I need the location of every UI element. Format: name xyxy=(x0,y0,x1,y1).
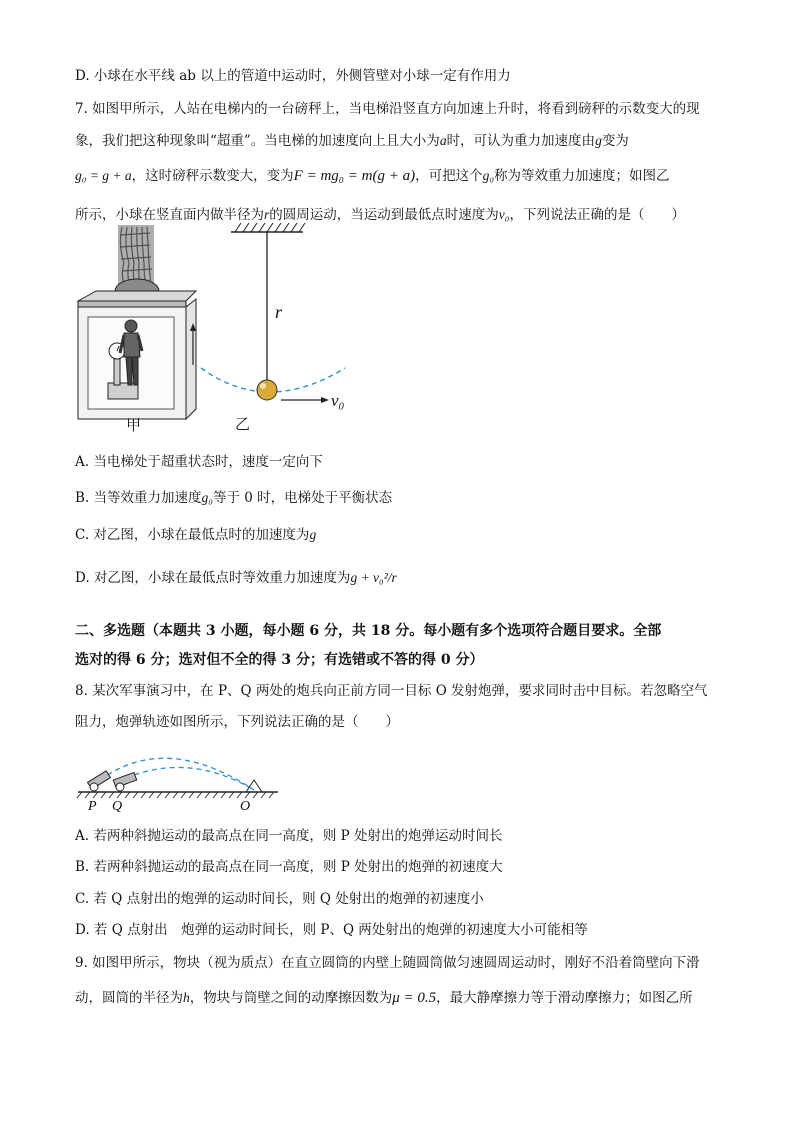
person-head xyxy=(125,320,137,332)
q8-option-d: D. 若 Q 点射出 炮弹的运动时间长，则 P、Q 两处射出的炮弹的初速度大小可能相等 xyxy=(75,922,588,938)
var-v0: v₀ xyxy=(498,207,510,222)
q9-stem-text: ，物块与筒壁之间的动摩擦因数为 xyxy=(189,990,393,1006)
q6-option-d: D. 小球在水平线 ab 以上的管道中运动时，外侧管壁对小球一定有作用力 xyxy=(75,68,511,84)
pendulum-figure xyxy=(195,220,355,435)
elevator-roof xyxy=(78,291,196,301)
label-r: r xyxy=(275,302,283,322)
q7-stem-text: ，下列说法正确的是（ ） xyxy=(509,207,685,223)
equation-g0: g₀ = g + a xyxy=(75,168,132,183)
formula-g-plus-v0sq-over-r: g + v₀²/r xyxy=(350,570,397,585)
q7-stem-text: ，这时磅秤示数变大，变为 xyxy=(131,168,294,184)
q8-stem-line-1: 8. 某次军事演习中，在 P、Q 两处的炮兵向正前方同一目标 O 发射炮弹，要求同时击中目标。若忽略空气 xyxy=(75,683,708,699)
q7-stem-line-1: 7. 如图甲所示，人站在电梯内的一台磅秤上，当电梯沿竖直方向加速上升时，将看到磅秤的示数变大的现 xyxy=(75,101,700,117)
var-r: r xyxy=(264,207,270,222)
q9-stem-text: ，最大静摩擦力等于滑动摩擦力；如图乙所 xyxy=(436,990,693,1006)
q7-option-b-text: 等于 0 时，电梯处于平衡状态 xyxy=(212,490,393,506)
figure-label-yi: 乙 xyxy=(235,415,251,433)
artillery-figure xyxy=(74,746,284,814)
q7-option-a: A. 当电梯处于超重状态时，速度一定向下 xyxy=(75,454,323,470)
q7-option-d xyxy=(75,568,397,588)
ceiling-hatch xyxy=(235,223,305,232)
var-g: g xyxy=(309,527,317,542)
q7-option-d-text: D. 对乙图，小球在最低点时等效重力加速度为 xyxy=(75,570,351,586)
q7-option-c xyxy=(75,525,316,545)
q7-stem-text: 时，可认为重力加速度由 xyxy=(446,133,596,149)
q7-stem-line-3 xyxy=(75,166,670,186)
q7-stem-line-4 xyxy=(75,205,685,225)
equation-mu: μ = 0.5 xyxy=(392,990,437,1006)
q8-option-c: C. 若 Q 点射出的炮弹的运动时间长，则 Q 处射出的炮弹的初速度小 xyxy=(75,891,484,907)
q7-option-b-text: B. 当等效重力加速度 xyxy=(75,490,202,506)
ball-highlight xyxy=(260,383,266,389)
elevator-figure xyxy=(74,225,204,435)
label-o: O xyxy=(240,799,251,814)
var-g0: g₀ xyxy=(482,168,495,183)
scale-column xyxy=(114,357,120,385)
velocity-arrow-head xyxy=(321,397,329,403)
var-g0: g₀ xyxy=(201,490,213,505)
figure-label-jia: 甲 xyxy=(126,416,142,434)
cable-shading xyxy=(118,225,154,287)
q9-stem-text: 动，圆筒的半径为 xyxy=(75,990,183,1006)
trajectory-q xyxy=(126,767,254,790)
q7-option-c-text: C. 对乙图，小球在最低点时的加速度为 xyxy=(75,527,310,543)
ball xyxy=(257,380,277,400)
q9-stem-line-2 xyxy=(75,988,693,1008)
cannon-q xyxy=(113,772,136,791)
section-2-title-line-2: 选对的得 6 分；选对但不全的得 3 分；有选错或不答的得 0 分） xyxy=(75,652,484,668)
q7-option-b xyxy=(75,488,392,508)
q7-stem-text: 称为等效重力加速度；如图乙 xyxy=(494,168,670,184)
q7-stem-line-2 xyxy=(75,131,629,151)
label-v0: v₀ xyxy=(331,391,345,410)
q8-stem-line-2: 阻力，炮弹轨迹如图所示，下列说法正确的是（ ） xyxy=(75,714,399,730)
label-q: Q xyxy=(112,799,123,814)
section-2-title-line-1: 二、多选题（本题共 3 小题，每小题 6 分，共 18 分。每小题有多个选项符合题目要求。全部 xyxy=(75,623,662,639)
scale-platform xyxy=(108,383,138,399)
q7-stem-text: 所示，小球在竖直面内做半径为 xyxy=(75,207,264,223)
q8-option-a: A. 若两种斜抛运动的最高点在同一高度，则 P 处射出的炮弹运动时间长 xyxy=(75,828,503,844)
elevator-roof-edge xyxy=(78,301,186,307)
q7-stem-text: ，可把这个 xyxy=(415,168,483,184)
q8-option-b: B. 若两种斜抛运动的最高点在同一高度，则 P 处射出的炮弹的初速度大 xyxy=(75,859,503,875)
var-h: h xyxy=(183,990,190,1005)
equation-force: F = mg₀ = m(g + a) xyxy=(293,168,416,184)
target-o xyxy=(246,780,262,792)
q7-stem-text: 变为 xyxy=(601,133,629,149)
q9-stem-line-1: 9. 如图甲所示，物块（视为质点）在直立圆筒的内壁上随圆筒做匀速圆周运动时，刚好不沿着筒壁向下滑 xyxy=(75,955,700,971)
ground-hatch xyxy=(77,792,274,798)
cannon-p xyxy=(88,771,111,791)
label-p: P xyxy=(88,799,97,814)
q7-stem-text: 象，我们把这种现象叫“超重”。当电梯的加速度向上且大小为 xyxy=(75,133,440,149)
person-legs xyxy=(126,357,138,385)
q7-stem-text: 的圆周运动，当运动到最低点时速度为 xyxy=(269,207,499,223)
var-a: a xyxy=(439,133,447,148)
var-g: g xyxy=(595,133,602,148)
